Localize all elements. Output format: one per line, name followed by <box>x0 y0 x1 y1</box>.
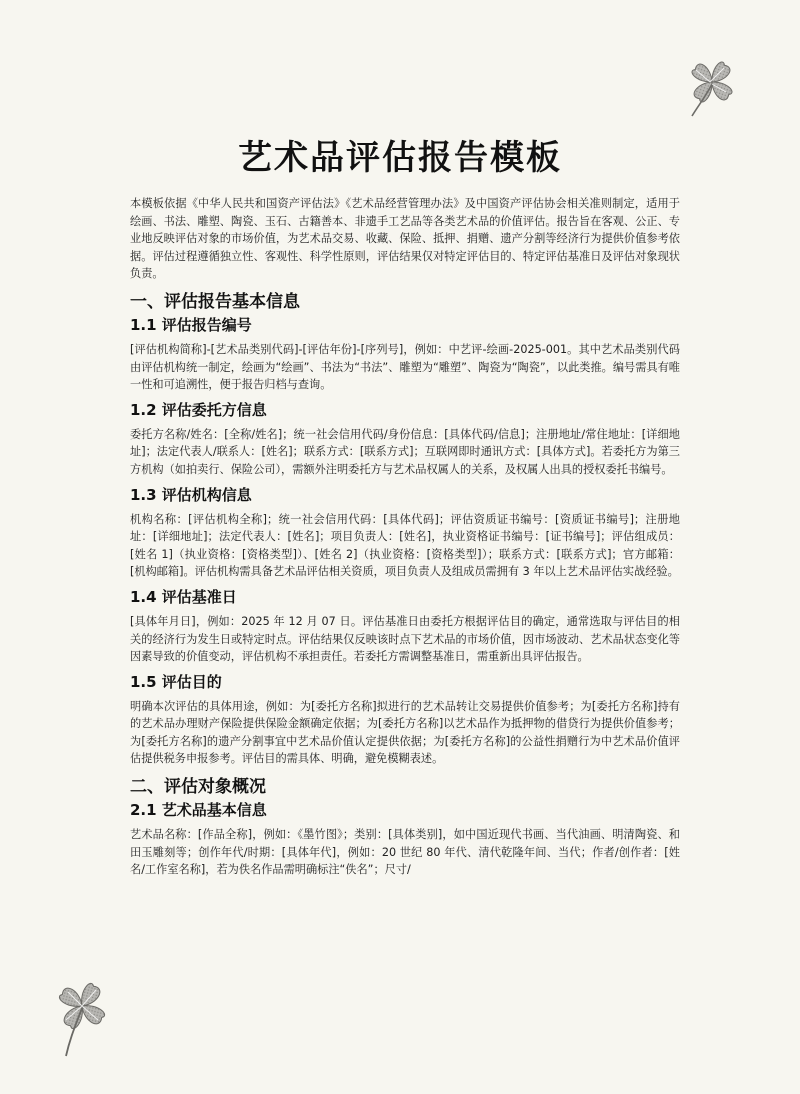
section-heading: 二、评估对象概况 <box>130 777 266 798</box>
subsection-paragraph: 委托方名称/姓名：[全称/姓名]；统一社会信用代码/身份信息：[具体代码/信息]；注册地址/常住地址：[详细地址]；法定代表人/联系人：[姓名]；联系方式：[联系方式]；互联网即时通讯方式：[具体方式]。若委托方为第三方机构（如拍卖行、保险公司），需额外注明委托方与艺术品权属人的关系，及权属人出具的授权委托书编号。 <box>130 427 680 476</box>
subsection-heading: 2.1 艺术品基本信息 <box>130 801 267 820</box>
subsection-heading: 1.5 评估目的 <box>130 672 222 691</box>
subsection-heading: 1.3 评估机构信息 <box>130 485 252 504</box>
four-leaf-clover-icon <box>672 44 752 124</box>
section-heading: 一、评估报告基本信息 <box>130 291 300 312</box>
intro-paragraph: 本模板依据《中华人民共和国资产评估法》《艺术品经营管理办法》及中国资产评估协会相关准则制定，适用于绘画、书法、雕塑、陶瓷、玉石、古籍善本、非遗手工艺品等各类艺术品的价值评估。报告旨在客观、公正、专业地反映评估对象的市场价值，为艺术品交易、收藏、保险、抵押、捐赠、遗产分割等经济行为提供价值参考依据。评估过程遵循独立性、客观性、科学性原则，评估结果仅对特定评估目的、特定评估基准日及评估对象现状负责。 <box>130 197 680 281</box>
subsection-paragraph: [具体年月日]，例如：2025 年 12 月 07 日。评估基准日由委托方根据评估目的确定，通常选取与评估目的相关的经济行为发生日或特定时点。评估结果仅反映该时点下艺术品的市场价值，因市场波动、艺术品状态变化等因素导致的价值变动，评估机构不承担责任。若委托方需调整基准日，需重新出具评估报告。 <box>130 614 680 664</box>
four-leaf-clover-icon <box>40 968 126 1060</box>
subsection-heading: 1.1 评估报告编号 <box>130 315 252 334</box>
subsection-heading: 1.2 评估委托方信息 <box>130 400 267 419</box>
subsection-paragraph: 机构名称：[评估机构全称]；统一社会信用代码：[具体代码]；评估资质证书编号：[资质证书编号]；注册地址：[详细地址]；法定代表人：[姓名]；项目负责人：[姓名]，执业资格证书编号：[证书编号]；评估组成员：[姓名 1]（执业资格：[资格类型]）、[姓名 2]（执业资格：[资格类型]）；联系方式：[联系方式]；官方邮箱：[机构邮箱]。评估机构需具备艺术品评估相关资质，项目负责人及组成员需拥有 3 年以上艺术品评估实战经验。 <box>130 512 680 579</box>
subsection-paragraph: 明确本次评估的具体用途，例如：为[委托方名称]拟进行的艺术品转让交易提供价值参考；为[委托方名称]持有的艺术品办理财产保险提供保险金额确定依据；为[委托方名称]以艺术品作为抵押物的借贷行为提供价值参考；为[委托方名称]的遗产分割事宜中艺术品价值认定提供依据；为[委托方名称]的公益性捐赠行为中艺术品价值评估提供税务申报参考。评估目的需具体、明确，避免模糊表述。 <box>130 699 680 766</box>
page-title: 艺术品评估报告模板 <box>238 138 562 178</box>
subsection-heading: 1.4 评估基准日 <box>130 587 237 606</box>
subsection-paragraph: [评估机构简称]-[艺术品类别代码]-[评估年份]-[序列号]，例如：中艺评-绘画-2025-001。其中艺术品类别代码由评估机构统一制定，绘画为“绘画”、书法为“书法”、雕塑为“雕塑”、陶瓷为“陶瓷”，以此类推。编号需具有唯一性和可追溯性，便于报告归档与查询。 <box>130 342 680 392</box>
document-body <box>130 195 680 879</box>
subsection-paragraph: 艺术品名称：[作品全称]，例如：《墨竹图》；类别：[具体类别]，如中国近现代书画、当代油画、明清陶瓷、和田玉雕刻等；创作年代/时期：[具体年代]，例如：20 世纪 80 年代、清代乾隆年间、当代；作者/创作者：[姓名/工作室名称]，若为佚名作品需明确标注“佚名”；尺寸/ <box>130 828 680 877</box>
